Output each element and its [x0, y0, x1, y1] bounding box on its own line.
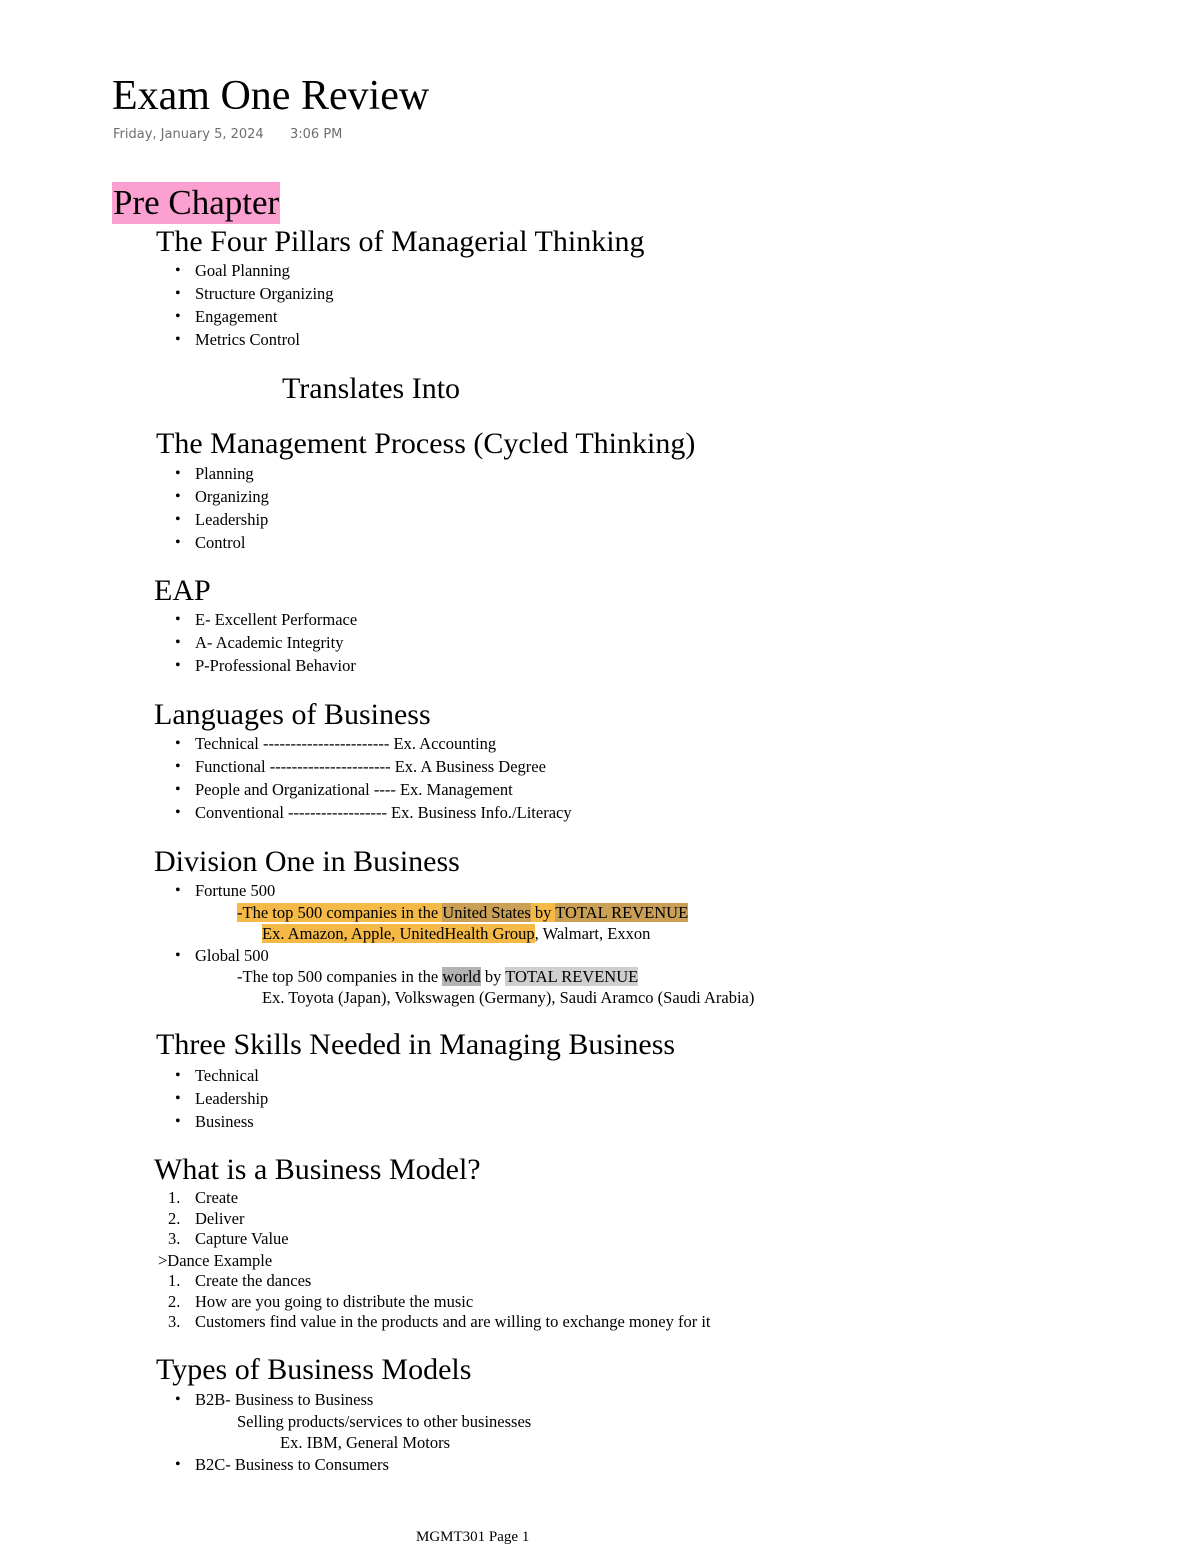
list-item: • Leadership: [175, 508, 269, 531]
list-fortune: [175, 879, 275, 902]
list-item: • Conventional ------------------ Ex. Business Info./Literacy: [175, 801, 572, 824]
list-item-text: Customers find value in the products and are willing to exchange money for it: [195, 1312, 711, 1332]
list-number: 3.: [168, 1229, 181, 1249]
list-item: [168, 1292, 711, 1313]
list-item: • Business: [175, 1110, 268, 1133]
list-item: [168, 1188, 289, 1209]
heading-three-skills: Three Skills Needed in Managing Business: [156, 1028, 676, 1061]
list-global: [175, 944, 269, 967]
fortune-examples-highlighted: Ex. Amazon, Apple, UnitedHealth Group: [262, 924, 535, 943]
global-definition: [237, 966, 638, 987]
list-languages: [175, 732, 572, 824]
list-four-pillars: [175, 259, 334, 351]
heading-eap: EAP: [154, 574, 211, 607]
global-examples: Ex. Toyota (Japan), Volkswagen (Germany), Saudi Aramco (Saudi Arabia): [262, 988, 755, 1007]
list-item: • Control: [175, 531, 269, 554]
list-b2b: [175, 1388, 373, 1411]
list-item: • Technical: [175, 1064, 268, 1087]
list-item-text: Create the dances: [195, 1271, 312, 1290]
list-item: • Planning: [175, 462, 269, 485]
list-management-process: [175, 462, 269, 554]
heading-four-pillars: The Four Pillars of Managerial Thinking: [156, 225, 645, 258]
heading-translates-into: Translates Into: [282, 372, 461, 405]
fortune-def-place: United States: [442, 903, 531, 922]
list-item: [168, 1271, 711, 1292]
list-item-b2c: • B2C- Business to Consumers: [175, 1453, 389, 1476]
b2b-examples: Ex. IBM, General Motors: [280, 1433, 451, 1452]
list-item: • Goal Planning: [175, 259, 334, 282]
global-def-by: by: [480, 967, 506, 986]
page-title: Exam One Review: [112, 73, 430, 119]
list-item: • Functional ---------------------- Ex. A Business Degree: [175, 755, 572, 778]
list-item-fortune-500: • Fortune 500: [175, 879, 275, 902]
list-item: • Engagement: [175, 305, 334, 328]
list-item-text: Deliver: [195, 1208, 245, 1228]
list-item-global-500: • Global 500: [175, 944, 269, 967]
list-number: 2.: [168, 1291, 181, 1311]
list-item: [168, 1209, 289, 1230]
list-number: 3.: [168, 1312, 181, 1332]
list-number: 2.: [168, 1208, 181, 1228]
list-number: 1.: [168, 1271, 181, 1290]
fortune-def-metric: TOTAL REVENUE: [555, 903, 689, 922]
list-item: • People and Organizational ---- Ex. Management: [175, 778, 572, 801]
list-item: • E- Excellent Performace: [175, 608, 357, 631]
b2b-description: Selling products/services to other businesses: [237, 1412, 532, 1431]
list-item-text: How are you going to distribute the music: [195, 1291, 474, 1311]
list-item-b2b: • B2B- Business to Business: [175, 1388, 373, 1411]
global-def-prefix: -The top 500 companies in the: [237, 967, 443, 986]
list-number: 1.: [168, 1188, 181, 1207]
dance-example-label: >Dance Example: [158, 1251, 273, 1270]
section-heading-pre-chapter: Pre Chapter: [113, 183, 280, 222]
list-business-model-steps: [168, 1188, 289, 1250]
page-time: 3:06 PM: [290, 127, 343, 142]
fortune-examples: [262, 923, 650, 944]
global-def-place: world: [442, 967, 481, 986]
heading-business-model: What is a Business Model?: [154, 1153, 481, 1186]
heading-types-of-business-models: Types of Business Models: [156, 1353, 472, 1386]
list-item: [168, 1312, 711, 1333]
list-item-text: Create: [195, 1188, 239, 1207]
list-dance-example: [168, 1271, 711, 1333]
list-item-text: Capture Value: [195, 1229, 289, 1249]
fortune-definition: [237, 902, 688, 923]
heading-management-process: The Management Process (Cycled Thinking): [156, 427, 696, 460]
list-item: • P-Professional Behavior: [175, 654, 357, 677]
fortune-examples-rest: , Walmart, Exxon: [534, 924, 651, 943]
page-date: Friday, January 5, 2024: [113, 127, 264, 142]
heading-division-one: Division One in Business: [154, 845, 460, 878]
list-item: • Organizing: [175, 485, 269, 508]
heading-languages-of-business: Languages of Business: [154, 698, 431, 731]
list-item: • Metrics Control: [175, 328, 334, 351]
list-b2c: [175, 1453, 389, 1476]
list-item: • Technical ----------------------- Ex. Accounting: [175, 732, 572, 755]
list-three-skills: [175, 1064, 268, 1133]
list-item: • Structure Organizing: [175, 282, 334, 305]
fortune-def-prefix: -The top 500 companies in the: [237, 903, 443, 922]
page-footer: MGMT301 Page 1: [416, 1529, 530, 1545]
list-item: • A- Academic Integrity: [175, 631, 357, 654]
list-item: [168, 1229, 289, 1250]
fortune-def-by: by: [530, 903, 556, 922]
global-def-metric: TOTAL REVENUE: [505, 967, 639, 986]
list-eap: [175, 608, 357, 677]
list-item: • Leadership: [175, 1087, 268, 1110]
